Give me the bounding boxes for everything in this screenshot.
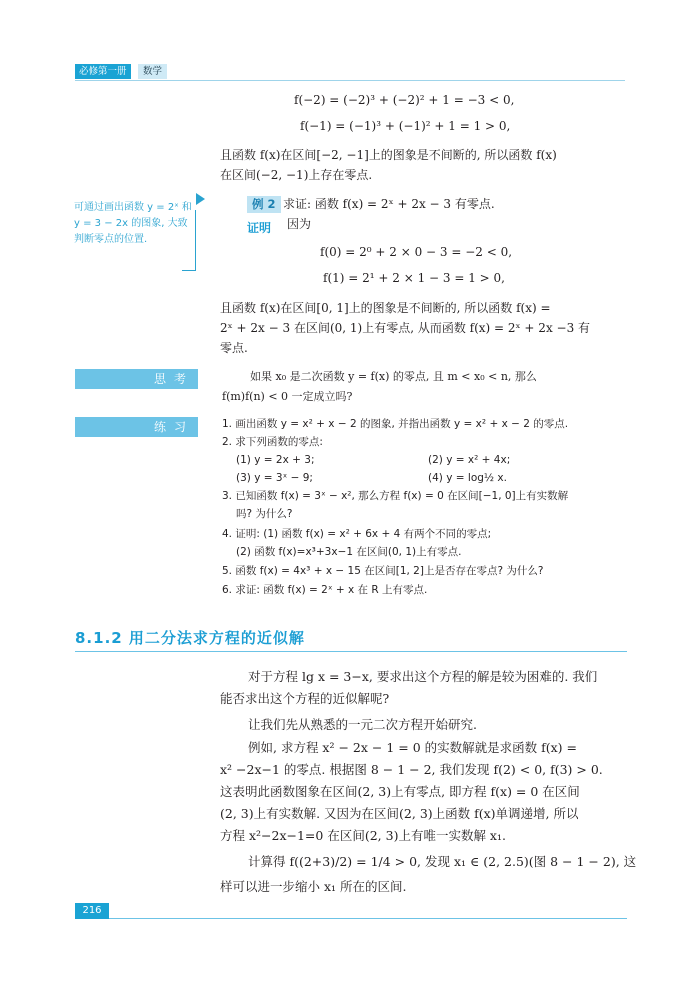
paragraph-line: 2ˣ + 2x − 3 在区间(0, 1)上有零点, 从而函数 f(x) = 2ˣ + 2x −3 有 (220, 321, 591, 335)
equation-f-neg2: f(−2) = (−2)³ + (−2)² + 1 = −3 < 0, (294, 93, 515, 107)
think-text-line: 如果 x₀ 是二次函数 y = f(x) 的零点, 且 m < x₀ < n, 那么 (250, 370, 537, 383)
proof-intro: 因为 (287, 217, 312, 231)
body-line: 让我们先从熟悉的一元二次方程开始研究. (248, 717, 477, 732)
header-book-tag: 必修第一册 (75, 64, 131, 79)
exercise-subitem: (2) y = x² + 4x; (428, 454, 511, 466)
header-subject-tag: 数学 (138, 64, 167, 79)
margin-note-pointer-icon (196, 193, 205, 205)
exercise-subitem: (1) y = 2x + 3; (236, 454, 315, 466)
page-number: 216 (75, 903, 109, 919)
paragraph-line: 且函数 f(x)在区间[−2, −1]上的图象是不间断的, 所以函数 f(x) (220, 148, 557, 162)
body-line: 这表明此函数图象在区间(2, 3)上有零点, 即方程 f(x) = 0 在区间 (220, 784, 580, 799)
exercise-subitem: (3) y = 3ˣ − 9; (236, 472, 313, 484)
body-line: 对于方程 lg x = 3−x, 要求出这个方程的解是较为困难的. 我们 (248, 669, 598, 684)
body-line: x² −2x−1 的零点. 根据图 8 − 1 − 2, 我们发现 f(2) < 0, f(3) > 0. (220, 762, 603, 777)
body-line: 样可以进一步缩小 x₁ 所在的区间. (220, 879, 407, 894)
equation-f0: f(0) = 2⁰ + 2 × 0 − 3 = −2 < 0, (320, 245, 513, 259)
exercise-item: 3. 已知函数 f(x) = 3ˣ − x², 那么方程 f(x) = 0 在区间[−1, 0]上有实数解 (222, 490, 569, 502)
body-line: (2, 3)上有实数解. 又因为在区间(2, 3)上函数 f(x)单调递增, 所以 (220, 806, 579, 821)
example-statement: 求证: 函数 f(x) = 2ˣ + 2x − 3 有零点. (283, 197, 495, 211)
think-label-bar: 思考 (75, 369, 198, 389)
equation-f1: f(1) = 2¹ + 2 × 1 − 3 = 1 > 0, (323, 271, 505, 285)
margin-note-bracket (195, 210, 196, 270)
paragraph-line: 且函数 f(x)在区间[0, 1]上的图象是不间断的, 所以函数 f(x) = (220, 301, 551, 315)
equation-f-neg1: f(−1) = (−1)³ + (−1)² + 1 = 1 > 0, (300, 119, 511, 133)
body-line: 能否求出这个方程的近似解呢? (220, 691, 390, 706)
section-divider (75, 651, 627, 652)
exercise-item: 1. 画出函数 y = x² + x − 2 的图象, 并指出函数 y = x² + x − 2 的零点. (222, 418, 569, 430)
exercise-item-continued: (2) 函数 f(x)=x³+3x−1 在区间(0, 1)上有零点. (236, 546, 462, 558)
example-badge: 例 2 (247, 196, 281, 213)
body-line: 方程 x²−2x−1=0 在区间(2, 3)上有唯一实数解 x₁. (220, 828, 506, 843)
exercise-item: 6. 求证: 函数 f(x) = 2ˣ + x 在 R 上有零点. (222, 584, 428, 596)
exercise-subitem: (4) y = log½ x. (428, 472, 507, 484)
proof-label: 证明 (247, 221, 272, 235)
practice-label-bar: 练习 (75, 417, 198, 437)
exercise-item: 2. 求下列函数的零点: (222, 436, 323, 448)
exercise-item: 5. 函数 f(x) = 4x³ + x − 15 在区间[1, 2]上是否存在零点? 为什么? (222, 565, 544, 577)
paragraph-line: 零点. (220, 341, 248, 355)
think-text-line: f(m)f(n) < 0 一定成立吗? (222, 390, 353, 403)
margin-note-bracket (182, 270, 196, 271)
section-title: 8.1.2 用二分法求方程的近似解 (75, 629, 305, 647)
body-line: 计算得 f((2+3)/2) = 1/4 > 0, 发现 x₁ ∈ (2, 2.5)(图 8 − 1 − 2), 这 (248, 854, 637, 869)
exercise-item-continued: 吗? 为什么? (236, 508, 293, 520)
paragraph-line: 在区间(−2, −1)上存在零点. (220, 168, 373, 182)
footer-divider (109, 918, 627, 919)
margin-note: 可通过画出函数 y = 2ˣ 和 y = 3 − 2x 的图象, 大致判断零点的位置. (74, 202, 192, 245)
header-divider (75, 80, 625, 81)
body-line: 例如, 求方程 x² − 2x − 1 = 0 的实数解就是求函数 f(x) = (248, 740, 577, 755)
exercise-item: 4. 证明: (1) 函数 f(x) = x² + 6x + 4 有两个不同的零点; (222, 528, 492, 540)
